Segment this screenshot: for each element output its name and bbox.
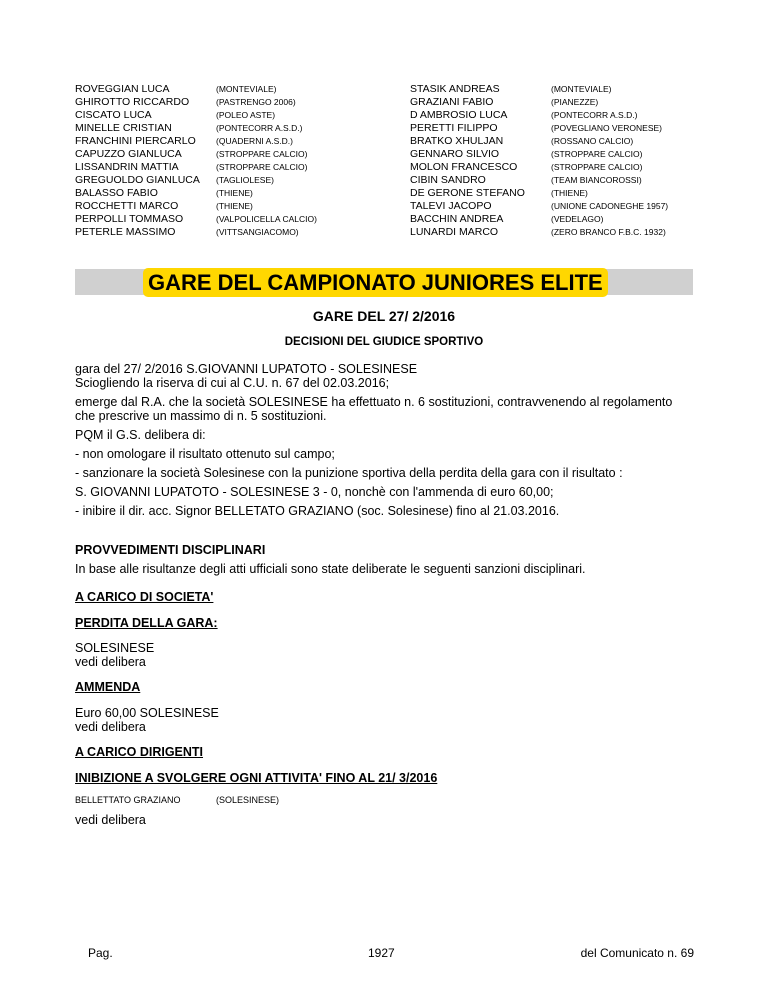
page-number: 1927 xyxy=(368,946,395,960)
player-name: MOLON FRANCESCO xyxy=(410,161,518,173)
player-row xyxy=(75,135,695,148)
player-club: (THIENE) xyxy=(551,188,588,198)
decision-line-2: Sciogliendo la riserva di cui al C.U. n. 67 del 02.03.2016; xyxy=(75,376,390,390)
ammenda-note: vedi delibera xyxy=(75,720,146,734)
dirigente-club: (SOLESINESE) xyxy=(216,795,280,805)
comunicato-number: del Comunicato n. 69 xyxy=(580,946,694,960)
player-row xyxy=(75,226,695,239)
player-club: (ROSSANO CALCIO) xyxy=(551,136,634,146)
decision-line-7: - sanzionare la società Solesinese con la punizione sportiva della perdita della gara con il risultato : xyxy=(75,466,623,480)
player-club: (PIANEZZE) xyxy=(551,97,599,107)
player-row xyxy=(75,122,695,135)
player-name: CIBIN SANDRO xyxy=(410,174,486,186)
decision-line-3: emerge dal R.A. che la società SOLESINESE ha effettuato n. 6 sostituzioni, contravvenendo al regolamento xyxy=(75,395,673,409)
player-name: PERETTI FILIPPO xyxy=(410,122,498,134)
provvedimenti-intro: In base alle risultanze degli atti ufficiali sono state deliberate le seguenti sanzioni disciplinari. xyxy=(75,562,586,576)
player-club: (STROPPARE CALCIO) xyxy=(216,162,308,172)
player-club: (VALPOLICELLA CALCIO) xyxy=(216,214,317,224)
player-club: (STROPPARE CALCIO) xyxy=(551,162,643,172)
perdita-note: vedi delibera xyxy=(75,655,146,669)
inibizione-heading: INIBIZIONE A SVOLGERE OGNI ATTIVITA' FINO AL 21/ 3/2016 xyxy=(75,771,438,785)
perdita-team: SOLESINESE xyxy=(75,641,155,655)
player-row xyxy=(75,187,695,200)
ammenda-heading: AMMENDA xyxy=(75,680,141,694)
player-name: D AMBROSIO LUCA xyxy=(410,109,508,121)
dirigente-note: vedi delibera xyxy=(75,813,146,827)
ammenda-text: Euro 60,00 SOLESINESE xyxy=(75,706,219,720)
player-name: GHIROTTO RICCARDO xyxy=(75,96,190,108)
section-title: GARE DEL CAMPIONATO JUNIORES ELITE xyxy=(143,268,608,297)
player-row xyxy=(75,213,695,226)
player-name: GENNARO SILVIO xyxy=(410,148,500,160)
player-name: DE GERONE STEFANO xyxy=(410,187,525,199)
player-club: (THIENE) xyxy=(216,201,253,211)
societa-heading: A CARICO DI SOCIETA' xyxy=(75,590,214,604)
player-name: CAPUZZO GIANLUCA xyxy=(75,148,182,160)
player-name: ROVEGGIAN LUCA xyxy=(75,83,170,95)
player-club: (STROPPARE CALCIO) xyxy=(216,149,308,159)
player-name: FRANCHINI PIERCARLO xyxy=(75,135,196,147)
player-name: LUNARDI MARCO xyxy=(410,226,499,238)
page-label: Pag. xyxy=(88,946,113,960)
decisions-heading: DECISIONI DEL GIUDICE SPORTIVO xyxy=(284,336,484,348)
player-row xyxy=(75,109,695,122)
player-name: BACCHIN ANDREA xyxy=(410,213,504,225)
player-name: BRATKO XHULJAN xyxy=(410,135,504,147)
player-row xyxy=(75,148,695,161)
player-club: (ZERO BRANCO F.B.C. 1932) xyxy=(551,227,666,237)
player-name: MINELLE CRISTIAN xyxy=(75,122,172,134)
perdita-heading: PERDITA DELLA GARA: xyxy=(75,616,218,630)
player-club: (PONTECORR A.S.D.) xyxy=(551,110,638,120)
player-club: (POVEGLIANO VERONESE) xyxy=(551,123,662,133)
player-club: (PASTRENGO 2006) xyxy=(216,97,296,107)
player-club: (POLEO ASTE) xyxy=(216,110,276,120)
player-club: (VITTSANGIACOMO) xyxy=(216,227,299,237)
decision-line-1: gara del 27/ 2/2016 S.GIOVANNI LUPATOTO - SOLESINESE xyxy=(75,362,418,376)
games-date-heading: GARE DEL 27/ 2/2016 xyxy=(312,308,456,324)
player-row xyxy=(75,83,695,96)
player-club: (THIENE) xyxy=(216,188,253,198)
player-row xyxy=(75,96,695,109)
player-club: (PONTECORR A.S.D.) xyxy=(216,123,303,133)
player-club: (MONTEVIALE) xyxy=(216,84,277,94)
decision-line-5: PQM il G.S. delibera di: xyxy=(75,428,206,442)
player-name: BALASSO FABIO xyxy=(75,187,158,199)
player-club: (UNIONE CADONEGHE 1957) xyxy=(551,201,669,211)
player-name: STASIK ANDREAS xyxy=(410,83,500,95)
player-name: GRAZIANI FABIO xyxy=(410,96,494,108)
player-club: (QUADERNI A.S.D.) xyxy=(216,136,293,146)
provvedimenti-heading: PROVVEDIMENTI DISCIPLINARI xyxy=(75,543,266,557)
player-club: (MONTEVIALE) xyxy=(551,84,612,94)
dirigenti-heading: A CARICO DIRIGENTI xyxy=(75,745,204,759)
decision-line-8: S. GIOVANNI LUPATOTO - SOLESINESE 3 - 0, nonchè con l'ammenda di euro 60,00; xyxy=(75,485,554,499)
player-club: (STROPPARE CALCIO) xyxy=(551,149,643,159)
decision-line-9: - inibire il dir. acc. Signor BELLETATO GRAZIANO (soc. Solesinese) fino al 21.03.2016. xyxy=(75,504,560,518)
player-club: (VEDELAGO) xyxy=(551,214,604,224)
player-name: TALEVI JACOPO xyxy=(410,200,492,212)
player-name: GREGUOLDO GIANLUCA xyxy=(75,174,200,186)
player-row xyxy=(75,161,695,174)
player-list xyxy=(75,83,695,239)
player-row xyxy=(75,200,695,213)
player-name: PETERLE MASSIMO xyxy=(75,226,176,238)
player-row xyxy=(75,174,695,187)
dirigente-name: BELLETTATO GRAZIANO xyxy=(75,795,181,805)
player-name: LISSANDRIN MATTIA xyxy=(75,161,179,173)
player-name: CISCATO LUCA xyxy=(75,109,152,121)
player-name: PERPOLLI TOMMASO xyxy=(75,213,184,225)
decision-line-4: che prescrive un massimo di n. 5 sostituzioni. xyxy=(75,409,327,423)
decision-line-6: - non omologare il risultato ottenuto sul campo; xyxy=(75,447,335,461)
player-club: (TAGLIOLESE) xyxy=(216,175,274,185)
player-name: ROCCHETTI MARCO xyxy=(75,200,179,212)
player-club: (TEAM BIANCOROSSI) xyxy=(551,175,642,185)
